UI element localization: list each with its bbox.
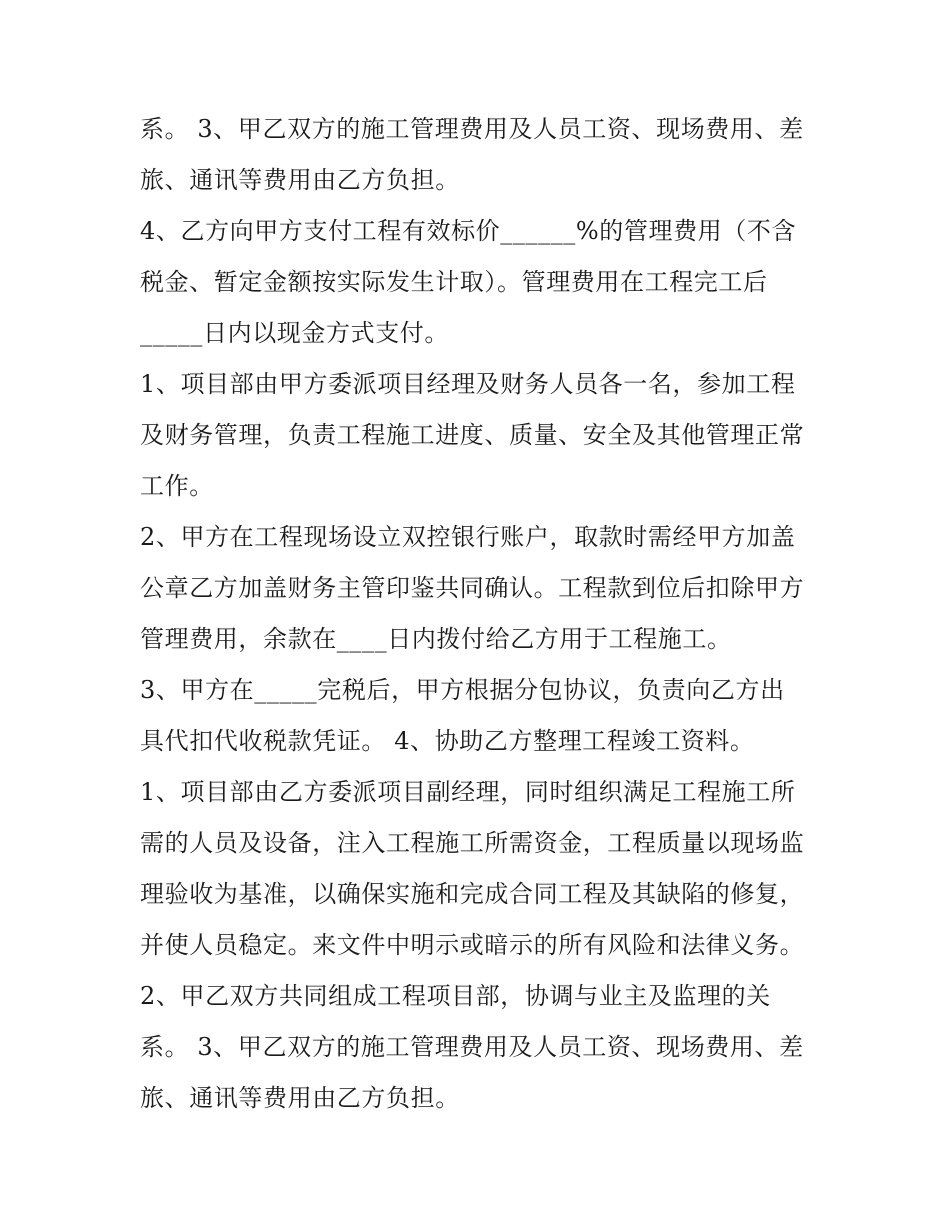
- text-line: _____日内以现金方式支付。: [140, 319, 449, 347]
- text-line: 具代扣代收税款凭证。 4、协助乙方整理工程竣工资料。: [140, 727, 755, 755]
- text-line: 系。 3、甲乙双方的施工管理费用及人员工资、现场费用、差: [140, 1033, 804, 1061]
- text-line: 系。 3、甲乙双方的施工管理费用及人员工资、现场费用、差: [140, 115, 804, 143]
- text-line: 税金、暂定金额按实际发生计取）。管理费用在工程完工后: [140, 268, 768, 296]
- text-line: 旅、通讯等费用由乙方负担。: [140, 166, 460, 194]
- text-line: 2、甲乙双方共同组成工程项目部，协调与业主及监理的关: [140, 982, 771, 1010]
- document-body: [140, 104, 820, 1124]
- text-line: 4、乙方向甲方支付工程有效标价______%的管理费用（不含: [140, 217, 797, 245]
- text-line: 工作。: [140, 472, 214, 500]
- text-line: 及财务管理，负责工程施工进度、质量、安全及其他管理正常: [140, 421, 805, 449]
- text-line: 1、项目部由甲方委派项目经理及财务人员各一名，参加工程: [140, 370, 796, 398]
- text-line: 管理费用，余款在____日内拨付给乙方用于工程施工。: [140, 625, 732, 653]
- text-line: 理验收为基准，以确保实施和完成合同工程及其缺陷的修复，: [140, 880, 805, 908]
- text-line: 2、甲方在工程现场设立双控银行账户，取款时需经甲方加盖: [140, 523, 796, 551]
- text-line: 公章乙方加盖财务主管印鉴共同确认。工程款到位后扣除甲方: [140, 574, 805, 602]
- text-line: 旅、通讯等费用由乙方负担。: [140, 1084, 460, 1112]
- text-line: 3、甲方在_____完税后，甲方根据分包协议，负责向乙方出: [140, 676, 785, 704]
- text-line: 并使人员稳定。来文件中明示或暗示的所有风险和法律义务。: [140, 931, 805, 959]
- text-line: 需的人员及设备，注入工程施工所需资金，工程质量以现场监: [140, 829, 805, 857]
- text-line: 1、项目部由乙方委派项目副经理，同时组织满足工程施工所: [140, 778, 796, 806]
